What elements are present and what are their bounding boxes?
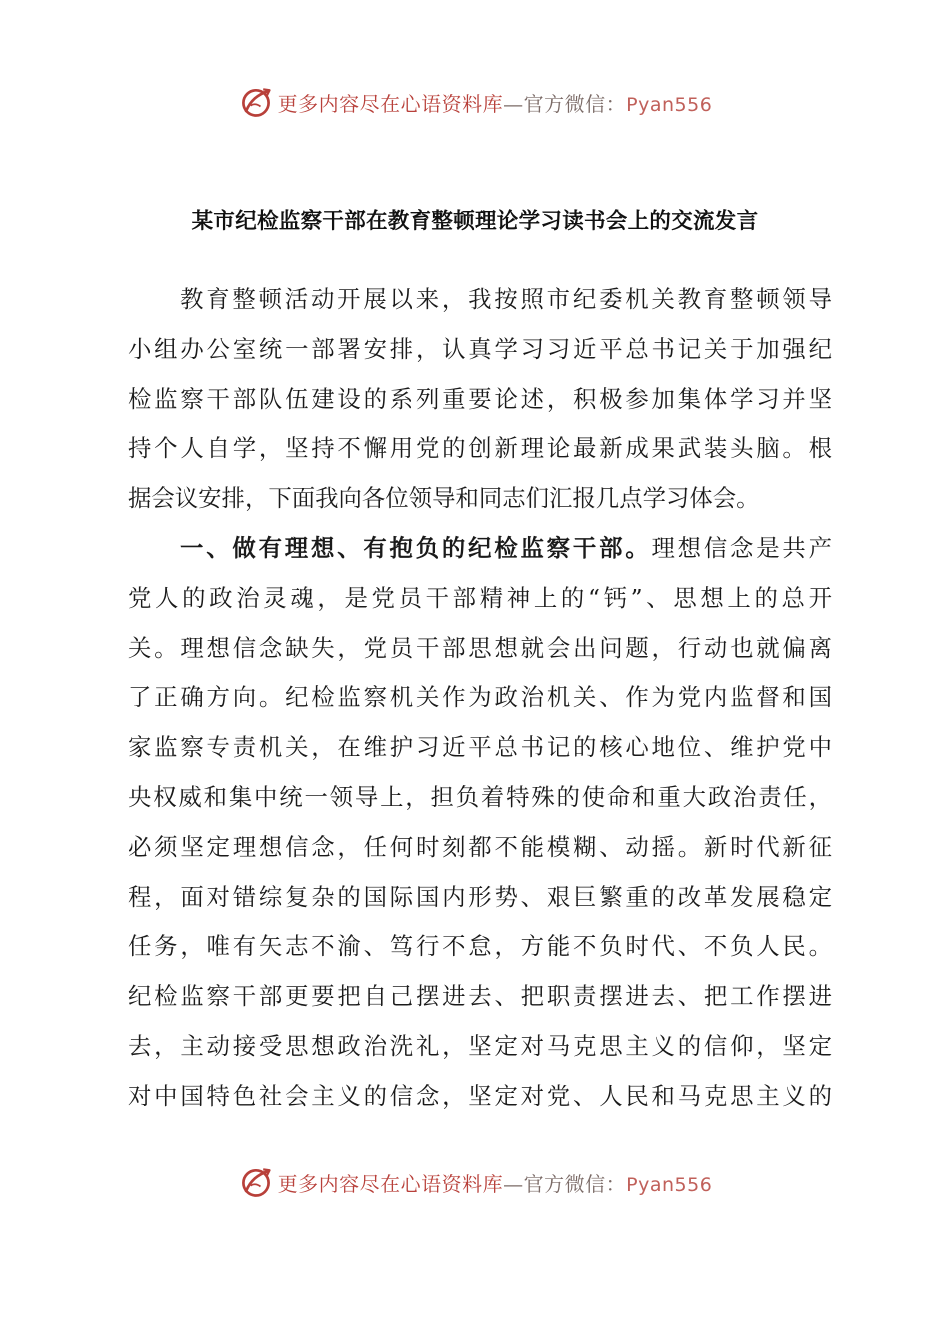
paragraph-line: 对中国特色社会主义的信念，坚定对党、人民和马克思主义的	[128, 1081, 832, 1110]
paragraph-line-rest: 理想信念是共产	[651, 533, 832, 562]
watermark-slogan: 更多内容尽在心语资料库	[277, 91, 504, 116]
brand-logo-icon	[238, 1164, 274, 1200]
paragraph-line: 任务，唯有矢志不渝、笃行不怠，方能不负时代、不负人民。	[128, 932, 832, 961]
section-heading: 一、做有理想、有抱负的纪检监察干部。	[180, 533, 652, 562]
paragraph-1	[128, 275, 832, 524]
document-title: 某市纪检监察干部在教育整顿理论学习读书会上的交流发言	[191, 209, 759, 234]
watermark-wechat-label: 官方微信：	[523, 1171, 627, 1196]
watermark-wechat-id: Pyan556	[626, 1173, 713, 1196]
watermark-wechat-id: Pyan556	[626, 93, 713, 116]
top-watermark-banner	[0, 80, 950, 124]
paragraph-line	[128, 524, 832, 574]
watermark-slogan: 更多内容尽在心语资料库	[277, 1171, 504, 1196]
paragraph-line: 必须坚定理想信念，任何时刻都不能模糊、动摇。新时代新征	[128, 832, 832, 861]
document-body	[128, 275, 832, 1122]
paragraph-line: 家监察专责机关，在维护习近平总书记的核心地位、维护党中	[128, 733, 832, 762]
paragraph-line: 程，面对错综复杂的国际国内形势、艰巨繁重的改革发展稳定	[128, 882, 832, 911]
watermark-separator: —	[503, 1171, 524, 1196]
bottom-watermark-banner	[0, 1160, 950, 1204]
paragraph-line: 纪检监察干部更要把自己摆进去、把职责摆进去、把工作摆进	[128, 982, 832, 1011]
paragraph-line: 关。理想信念缺失，党员干部思想就会出问题，行动也就偏离	[128, 633, 832, 662]
watermark-wechat-label: 官方微信：	[523, 91, 627, 116]
watermark-text	[278, 1168, 713, 1197]
watermark-separator: —	[503, 91, 524, 116]
brand-logo-icon	[238, 84, 274, 120]
watermark-text	[278, 88, 713, 117]
paragraph-line: 了正确方向。纪检监察机关作为政治机关、作为党内监督和国	[128, 683, 832, 712]
paragraph-line: 教育整顿活动开展以来，我按照市纪委机关教育整顿领导	[180, 285, 832, 313]
paragraph-line: 央权威和集中统一领导上，担负着特殊的使命和重大政治责任，	[128, 782, 832, 811]
paragraph-line: 持个人自学，坚持不懈用党的创新理论最新成果武装头脑。根	[128, 434, 832, 463]
paragraph-line: 据会议安排，下面我向各位领导和同志们汇报几点学习体会。	[128, 484, 760, 513]
paragraph-line: 检监察干部队伍建设的系列重要论述，积极参加集体学习并坚	[128, 384, 832, 413]
paragraph-line: 小组办公室统一部署安排，认真学习习近平总书记关于加强纪	[128, 334, 832, 363]
paragraph-line: 党人的政治灵魂，是党员干部精神上的“钙”、思想上的总开	[128, 583, 832, 612]
paragraph-line: 去，主动接受思想政治洗礼，坚定对马克思主义的信仰，坚定	[128, 1031, 832, 1060]
paragraph-2	[128, 524, 832, 1122]
